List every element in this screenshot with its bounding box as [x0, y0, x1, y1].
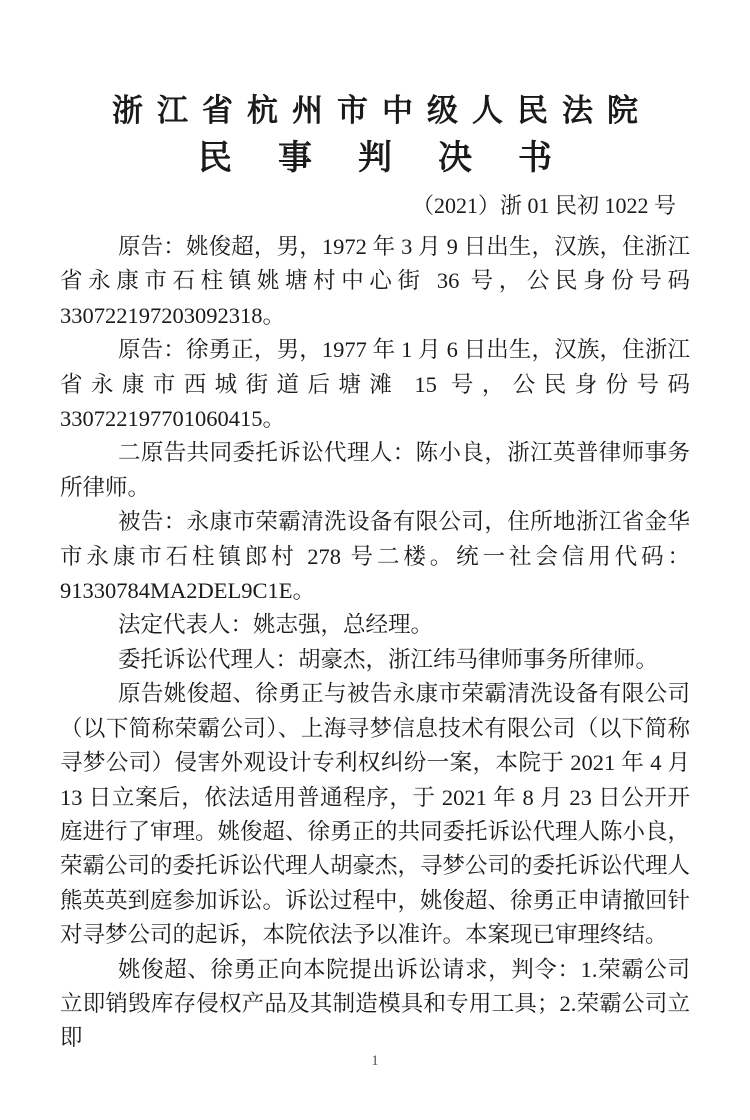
paragraph-defendant-attorney: 委托诉讼代理人：胡豪杰，浙江纬马律师事务所律师。: [118, 646, 659, 672]
paragraph-plaintiffs-attorney: 二原告共同委托诉讼代理人：陈小良，浙江英普律师事务所律师。: [60, 440, 690, 500]
paragraph-plaintiff-xu: 原告：徐勇正，男，1977 年 1 月 6 日出生，汉族，住浙江省永康市西城街道后塘滩 15 号，公民身份号码 330722197701060415。: [60, 337, 690, 432]
court-name: 浙江省杭州市中级人民法院: [112, 93, 652, 128]
paragraph-legal-representative: 法定代表人：姚志强，总经理。: [118, 612, 434, 638]
paragraph-claims: 姚俊超、徐勇正向本院提出诉讼请求，判令：1.荣霸公司立即销毁库存侵权产品及其制造模具和专用工具；2.荣霸公司立即: [60, 956, 690, 1051]
page-number: 1: [371, 1053, 379, 1069]
paragraph-case-overview: 原告姚俊超、徐勇正与被告永康市荣霸清洗设备有限公司（以下简称荣霸公司）、上海寻梦信息技术有限公司（以下简称寻梦公司）侵害外观设计专利权纠纷一案，本院于 2021 年 4 月 13 日立案后，依法适用普通程序，于 2021 年 8 月 23 日公开开庭进行了审理。姚俊超、徐勇正的共同委托诉讼代理人陈小良，荣霸公司的委托诉讼代理人胡豪杰，寻梦公司的委托诉讼代理人熊英英到庭参加诉讼。诉讼过程中，姚俊超、徐勇正申请撤回针对寻梦公司的起诉，本院依法予以准许。本案现已审理终结。: [60, 681, 691, 948]
document-title: 民事判决书: [198, 140, 598, 177]
case-number: （2021）浙 01 民初 1022 号: [411, 193, 676, 218]
paragraph-defendant: 被告：永康市荣霸清洗设备有限公司，住所地浙江省金华市永康市石柱镇郎村 278 号二楼。统一社会信用代码：91330784MA2DEL9C1E。: [60, 509, 690, 604]
document-header: [60, 88, 690, 224]
paragraph-plaintiff-yao: 原告：姚俊超，男，1972 年 3 月 9 日出生，汉族，住浙江省永康市石柱镇姚塘村中心街 36 号，公民身份号码 330722197203092318。: [60, 234, 690, 328]
judgment-body: [60, 230, 690, 1056]
